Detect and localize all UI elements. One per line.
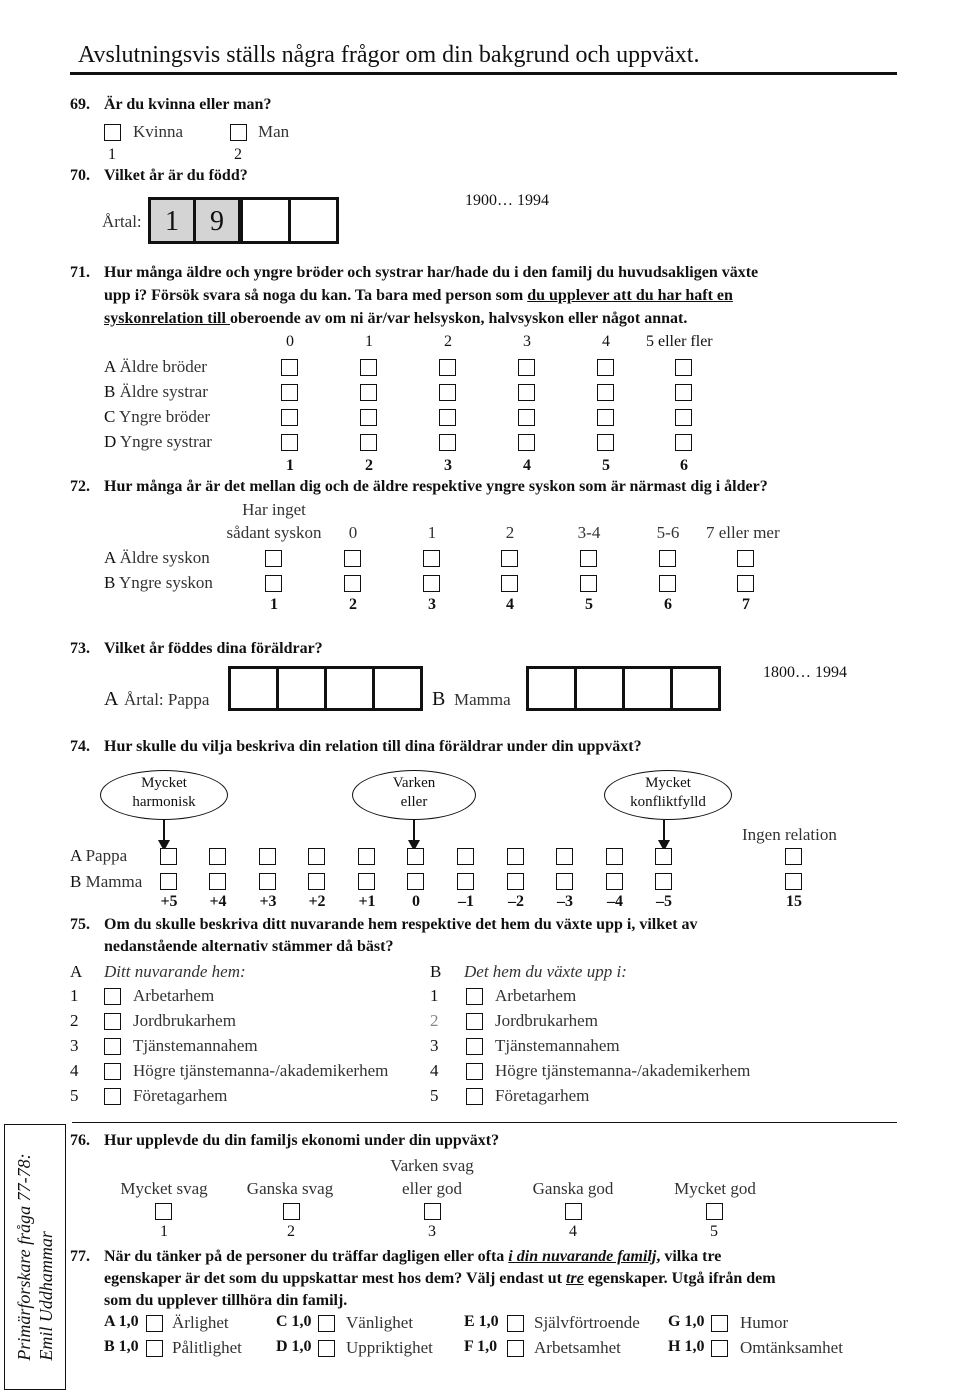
q75-a-code-1: 1 xyxy=(70,986,79,1005)
q72-checkbox-b-2[interactable] xyxy=(423,575,440,592)
q75-a-label-2: Jordbrukarhem xyxy=(133,1011,236,1030)
q71-text-line2: upp i? Försök svara så noga du kan. Ta bara med person som du upplever att du har haft en xyxy=(104,287,733,304)
q74-checkbox-pappa-0[interactable] xyxy=(160,848,177,865)
q74-checkbox-pappa-3[interactable] xyxy=(308,848,325,865)
q72-code-2: 2 xyxy=(349,596,357,613)
q72-code-5: 5 xyxy=(585,596,593,613)
q74-checkbox-pappa-4[interactable] xyxy=(358,848,375,865)
q72-code-7: 7 xyxy=(742,596,750,613)
q74-checkbox-pappa-6[interactable] xyxy=(457,848,474,865)
q74-code-3: +2 xyxy=(308,893,326,910)
q71-row-a: A Äldre bröder xyxy=(104,357,207,376)
q75-b-label-4: Högre tjänstemanna-/akademikerhem xyxy=(495,1061,751,1080)
q75-a-code-4: 4 xyxy=(70,1061,79,1080)
q75-a-checkbox-2[interactable] xyxy=(104,1013,121,1030)
q77-text-line1: När du tänker på de personer du träffar dagligen eller ofta i din nuvarande familj, vilka tre xyxy=(104,1248,722,1265)
q71-checkbox-d-2[interactable] xyxy=(439,434,456,451)
q75-letter-b: B xyxy=(430,962,442,981)
q71-checkbox-c-3[interactable] xyxy=(518,409,535,426)
q71-checkbox-c-1[interactable] xyxy=(360,409,377,426)
q71-checkbox-c-4[interactable] xyxy=(597,409,614,426)
q74-checkbox-pappa-2[interactable] xyxy=(259,848,276,865)
q74-checkbox-mamma-9[interactable] xyxy=(606,873,623,890)
q75-b-label-1: Arbetarhem xyxy=(495,986,577,1005)
q73-label-mamma: Mamma xyxy=(454,690,511,709)
q72-col-2: 2 xyxy=(505,523,515,542)
q71-text-line1: Hur många äldre och yngre bröder och systrar har/hade du i den familj du huvudsakligen växte xyxy=(104,264,759,281)
q74-code-11: 15 xyxy=(786,893,802,910)
q72-row-a: A Äldre syskon xyxy=(104,548,210,567)
q72-checkbox-a-2[interactable] xyxy=(423,550,440,567)
q77-code-0: A 1,0 xyxy=(104,1313,139,1330)
q77-checkbox-7[interactable] xyxy=(711,1340,728,1357)
q71-code-4: 4 xyxy=(523,457,531,474)
q74-code-8: –3 xyxy=(557,893,573,910)
q77-label-4: Pålitlighet xyxy=(172,1338,242,1357)
q75-a-checkbox-4[interactable] xyxy=(104,1063,121,1080)
q75-text-line2: nedanstående alternativ stämmer då bäst? xyxy=(104,938,394,955)
q74-checkbox-pappa-8[interactable] xyxy=(556,848,573,865)
q74-oval-conflict: Mycket konfliktfylld xyxy=(604,770,732,820)
q74-checkbox-pappa-9[interactable] xyxy=(606,848,623,865)
q74-label-no-relation: Ingen relation xyxy=(742,825,837,844)
q74-checkbox-mamma-4[interactable] xyxy=(358,873,375,890)
q76-checkbox-3[interactable] xyxy=(424,1203,441,1220)
q70-range: 1900… 1994 xyxy=(465,192,549,209)
q72-checkbox-a-1[interactable] xyxy=(344,550,361,567)
q71-col-2: 2 xyxy=(444,333,452,350)
q71-row-d: D Yngre systrar xyxy=(104,432,212,451)
q73-letter-b: B xyxy=(432,688,446,710)
q71-checkbox-b-2[interactable] xyxy=(439,384,456,401)
q74-text: Hur skulle du vilja beskriva din relation till dina föräldrar under din uppväxt? xyxy=(104,738,642,755)
q74-checkbox-pappa-1[interactable] xyxy=(209,848,226,865)
q73-number: 73. xyxy=(70,640,90,657)
q72-code-1: 1 xyxy=(270,596,278,613)
q74-checkbox-pappa-10[interactable] xyxy=(655,848,672,865)
q74-number: 74. xyxy=(70,738,90,755)
q71-row-b: B Äldre systrar xyxy=(104,382,208,401)
q71-checkbox-b-3[interactable] xyxy=(518,384,535,401)
q74-oval-neutral: Varken eller xyxy=(352,770,476,820)
q71-checkbox-d-3[interactable] xyxy=(518,434,535,451)
q75-b-code-1: 1 xyxy=(430,986,439,1005)
q74-code-10: –5 xyxy=(656,893,672,910)
q69-code-2: 2 xyxy=(234,146,242,163)
q77-code-5: D 1,0 xyxy=(276,1338,312,1355)
q72-checkbox-b-3[interactable] xyxy=(501,575,518,592)
q76-checkbox-4[interactable] xyxy=(565,1203,582,1220)
q76-code-4: 4 xyxy=(569,1223,577,1240)
q77-checkbox-2[interactable] xyxy=(507,1315,524,1332)
q69-text: Är du kvinna eller man? xyxy=(104,96,272,113)
q74-checkbox-mamma-8[interactable] xyxy=(556,873,573,890)
q71-col-1: 1 xyxy=(365,333,373,350)
q75-a-label-3: Tjänstemannahem xyxy=(133,1036,258,1055)
q71-col-5: 5 eller fler xyxy=(646,333,713,350)
q75-b-label-2: Jordbrukarhem xyxy=(495,1011,598,1030)
q76-code-5: 5 xyxy=(710,1223,718,1240)
q71-checkbox-a-0[interactable] xyxy=(281,359,298,376)
q74-checkbox-mamma-11[interactable] xyxy=(785,873,802,890)
q75-a-code-3: 3 xyxy=(70,1036,79,1055)
q76-checkbox-5[interactable] xyxy=(706,1203,723,1220)
q71-code-5: 5 xyxy=(602,457,610,474)
q74-checkbox-mamma-1[interactable] xyxy=(209,873,226,890)
q71-checkbox-b-4[interactable] xyxy=(597,384,614,401)
q74-checkbox-mamma-7[interactable] xyxy=(507,873,524,890)
q72-checkbox-a-3[interactable] xyxy=(501,550,518,567)
q76-opt-3-line2: eller god xyxy=(402,1179,462,1198)
q70-text: Vilket år är du född? xyxy=(104,167,248,184)
q73-pappa-digit-4[interactable] xyxy=(372,666,423,711)
q76-text: Hur upplevde du din familjs ekonomi under din uppväxt? xyxy=(104,1132,500,1149)
q71-checkbox-d-1[interactable] xyxy=(360,434,377,451)
q75-b-code-5: 5 xyxy=(430,1086,439,1105)
q75-b-label-5: Företagarhem xyxy=(495,1086,590,1105)
q75-b-code-4: 4 xyxy=(430,1061,439,1080)
q75-b-checkbox-5[interactable] xyxy=(466,1088,483,1105)
q75-b-label-3: Tjänstemannahem xyxy=(495,1036,620,1055)
q72-col-4: 5-6 xyxy=(656,523,680,542)
q77-text-line2: egenskaper är det som du uppskattar mest hos dem? Välj endast ut tre egenskaper. Utgå ifrån dem xyxy=(104,1270,776,1287)
q71-code-3: 3 xyxy=(444,457,452,474)
q76-opt-2: Ganska svag xyxy=(246,1179,334,1198)
q77-label-7: Omtänksamhet xyxy=(740,1338,843,1357)
q77-label-6: Arbetsamhet xyxy=(534,1338,621,1357)
q69-code-1: 1 xyxy=(108,146,116,163)
q70-year-digit-1: 1 xyxy=(148,197,196,244)
page-title: Avslutningsvis ställs några frågor om din bakgrund och uppväxt. xyxy=(78,42,700,68)
q77-code-1: C 1,0 xyxy=(276,1313,312,1330)
q75-b-code-3: 3 xyxy=(430,1036,439,1055)
q71-checkbox-b-1[interactable] xyxy=(360,384,377,401)
q77-checkbox-3[interactable] xyxy=(711,1315,728,1332)
q77-code-3: G 1,0 xyxy=(668,1313,705,1330)
q71-checkbox-a-1[interactable] xyxy=(360,359,377,376)
q76-opt-3-line1: Varken svag xyxy=(390,1156,474,1175)
q75-a-code-2: 2 xyxy=(70,1011,79,1030)
q71-checkbox-b-0[interactable] xyxy=(281,384,298,401)
q71-checkbox-d-0[interactable] xyxy=(281,434,298,451)
q69-checkbox-man[interactable] xyxy=(230,124,247,141)
q73-pappa-digit-3[interactable] xyxy=(324,666,375,711)
q74-checkbox-pappa-7[interactable] xyxy=(507,848,524,865)
q73-mamma-digit-1[interactable] xyxy=(526,666,577,711)
q70-year-digit-4[interactable] xyxy=(288,197,339,244)
q71-checkbox-c-5[interactable] xyxy=(675,409,692,426)
q75-b-code-2: 2 xyxy=(430,1011,439,1030)
q72-col-none-line2: sådant syskon xyxy=(226,523,322,542)
q71-code-1: 1 xyxy=(286,457,294,474)
q75-b-checkbox-4[interactable] xyxy=(466,1063,483,1080)
q77-code-7: H 1,0 xyxy=(668,1338,705,1355)
q77-code-2: E 1,0 xyxy=(464,1313,499,1330)
q77-checkbox-6[interactable] xyxy=(507,1340,524,1357)
q72-checkbox-a-0[interactable] xyxy=(265,550,282,567)
q72-checkbox-b-4[interactable] xyxy=(580,575,597,592)
q73-mamma-digit-4[interactable] xyxy=(670,666,721,711)
q77-checkbox-0[interactable] xyxy=(146,1315,163,1332)
q76-code-3: 3 xyxy=(428,1223,436,1240)
q74-row-pappa: A Pappa xyxy=(70,846,128,865)
q77-label-1: Vänlighet xyxy=(346,1313,414,1332)
header-rule xyxy=(70,72,897,75)
q71-text-line3: syskonrelation till oberoende av om ni är/var helsyskon, halvsyskon eller något annat. xyxy=(104,310,688,327)
q76-opt-1: Mycket svag xyxy=(120,1179,208,1198)
q77-checkbox-4[interactable] xyxy=(146,1340,163,1357)
q71-col-3: 3 xyxy=(523,333,531,350)
q70-label: Årtal: xyxy=(102,212,142,231)
q71-checkbox-d-5[interactable] xyxy=(675,434,692,451)
q76-code-2: 2 xyxy=(287,1223,295,1240)
q69-number: 69. xyxy=(70,96,90,113)
q75-a-label-1: Arbetarhem xyxy=(133,986,215,1005)
sidebar-box xyxy=(4,1124,66,1390)
q75-letter-a: A xyxy=(70,962,83,981)
q74-checkbox-mamma-2[interactable] xyxy=(259,873,276,890)
q72-col-3: 3-4 xyxy=(577,523,601,542)
q72-checkbox-b-1[interactable] xyxy=(344,575,361,592)
q75-a-label-5: Företagarhem xyxy=(133,1086,228,1105)
q72-checkbox-a-5[interactable] xyxy=(659,550,676,567)
q71-checkbox-a-4[interactable] xyxy=(597,359,614,376)
q72-number: 72. xyxy=(70,478,90,495)
q74-code-6: –1 xyxy=(458,893,474,910)
q75-b-checkbox-2[interactable] xyxy=(466,1013,483,1030)
q77-checkbox-1[interactable] xyxy=(318,1315,335,1332)
q77-label-3: Humor xyxy=(740,1313,789,1332)
q72-col-none-line1: Har inget xyxy=(242,500,306,519)
q75-a-checkbox-1[interactable] xyxy=(104,988,121,1005)
q72-checkbox-a-4[interactable] xyxy=(580,550,597,567)
q72-text: Hur många år är det mellan dig och de äldre respektive yngre syskon som är närmast dig i ålder? xyxy=(104,478,768,495)
q74-arrow-neutral-line xyxy=(413,820,415,842)
q70-year-digit-2: 9 xyxy=(193,197,241,244)
q74-arrow-harmonic-line xyxy=(163,820,165,842)
q71-code-2: 2 xyxy=(365,457,373,474)
q71-number: 71. xyxy=(70,264,90,281)
q77-code-4: B 1,0 xyxy=(104,1338,139,1355)
q77-label-2: Självförtroende xyxy=(534,1313,640,1332)
q76-rule xyxy=(72,1122,897,1123)
q72-checkbox-b-6[interactable] xyxy=(737,575,754,592)
q73-mamma-digit-3[interactable] xyxy=(622,666,673,711)
q74-checkbox-mamma-10[interactable] xyxy=(655,873,672,890)
q73-pappa-digit-2[interactable] xyxy=(276,666,327,711)
q74-checkbox-mamma-5[interactable] xyxy=(407,873,424,890)
q75-a-checkbox-5[interactable] xyxy=(104,1088,121,1105)
q74-code-1: +4 xyxy=(209,893,227,910)
q72-code-3: 3 xyxy=(428,596,436,613)
q74-arrow-conflict-line xyxy=(663,820,665,842)
q72-col-0: 0 xyxy=(348,523,358,542)
q74-code-2: +3 xyxy=(259,893,277,910)
q75-heading-childhood: Det hem du växte upp i: xyxy=(464,962,627,981)
q76-number: 76. xyxy=(70,1132,90,1149)
q71-checkbox-d-4[interactable] xyxy=(597,434,614,451)
q71-code-6: 6 xyxy=(680,457,688,474)
q71-col-0: 0 xyxy=(286,333,294,350)
q73-mamma-digit-2[interactable] xyxy=(574,666,625,711)
q75-heading-current: Ditt nuvarande hem: xyxy=(104,962,246,981)
q72-code-4: 4 xyxy=(506,596,514,613)
q72-col-5: 7 eller mer xyxy=(706,523,780,542)
q74-code-9: –4 xyxy=(607,893,623,910)
q77-checkbox-5[interactable] xyxy=(318,1340,335,1357)
q71-checkbox-b-5[interactable] xyxy=(675,384,692,401)
q73-letter-a: A xyxy=(104,688,119,710)
q72-col-1: 1 xyxy=(427,523,437,542)
q72-row-b: B Yngre syskon xyxy=(104,573,213,592)
q75-a-code-5: 5 xyxy=(70,1086,79,1105)
q76-code-1: 1 xyxy=(160,1223,168,1240)
q71-col-4: 4 xyxy=(602,333,610,350)
q74-oval-harmonic: Mycket harmonisk xyxy=(100,770,228,820)
q76-opt-5: Mycket god xyxy=(674,1179,756,1198)
q74-row-mamma: B Mamma xyxy=(70,872,143,891)
q76-opt-4: Ganska god xyxy=(532,1179,614,1198)
q74-checkbox-pappa-5[interactable] xyxy=(407,848,424,865)
q73-range: 1800… 1994 xyxy=(763,664,847,681)
q74-checkbox-mamma-3[interactable] xyxy=(308,873,325,890)
q73-text: Vilket år föddes dina föräldrar? xyxy=(104,640,323,657)
q74-code-5: 0 xyxy=(412,893,420,910)
q77-code-6: F 1,0 xyxy=(464,1338,498,1355)
q77-label-5: Uppriktighet xyxy=(346,1338,433,1357)
q75-b-checkbox-3[interactable] xyxy=(466,1038,483,1055)
q71-checkbox-a-2[interactable] xyxy=(439,359,456,376)
q75-text-line1: Om du skulle beskriva ditt nuvarande hem respektive det hem du växte upp i, vilket av xyxy=(104,916,698,933)
sidebar-text: Primärforskare fråga 77-78: Emil Uddhammar xyxy=(14,1153,56,1361)
q71-checkbox-c-0[interactable] xyxy=(281,409,298,426)
q71-checkbox-c-2[interactable] xyxy=(439,409,456,426)
q72-checkbox-b-0[interactable] xyxy=(265,575,282,592)
q75-a-label-4: Högre tjänstemanna-/akademikerhem xyxy=(133,1061,389,1080)
q74-code-7: –2 xyxy=(508,893,524,910)
q73-pappa-digit-1[interactable] xyxy=(228,666,279,711)
q72-checkbox-b-5[interactable] xyxy=(659,575,676,592)
q72-checkbox-a-6[interactable] xyxy=(737,550,754,567)
q71-checkbox-a-3[interactable] xyxy=(518,359,535,376)
q77-text-line3: som du upplever tillhöra din familj. xyxy=(104,1292,348,1309)
q74-checkbox-mamma-6[interactable] xyxy=(457,873,474,890)
q74-checkbox-pappa-11[interactable] xyxy=(785,848,802,865)
q69-label-man: Man xyxy=(258,122,290,141)
q69-checkbox-kvinna[interactable] xyxy=(104,124,121,141)
q75-b-checkbox-1[interactable] xyxy=(466,988,483,1005)
q71-checkbox-a-5[interactable] xyxy=(675,359,692,376)
q75-a-checkbox-3[interactable] xyxy=(104,1038,121,1055)
q74-checkbox-mamma-0[interactable] xyxy=(160,873,177,890)
q77-label-0: Ärlighet xyxy=(172,1313,229,1332)
q70-number: 70. xyxy=(70,167,90,184)
q76-checkbox-1[interactable] xyxy=(155,1203,172,1220)
q74-code-4: +1 xyxy=(358,893,376,910)
q77-number: 77. xyxy=(70,1248,90,1265)
q69-label-kvinna: Kvinna xyxy=(133,122,184,141)
q73-label-pappa: Årtal: Pappa xyxy=(124,690,210,709)
q76-checkbox-2[interactable] xyxy=(283,1203,300,1220)
q75-number: 75. xyxy=(70,916,90,933)
q71-row-c: C Yngre bröder xyxy=(104,407,211,426)
q72-code-6: 6 xyxy=(664,596,672,613)
q74-code-0: +5 xyxy=(160,893,178,910)
q70-year-digit-3[interactable] xyxy=(240,197,291,244)
